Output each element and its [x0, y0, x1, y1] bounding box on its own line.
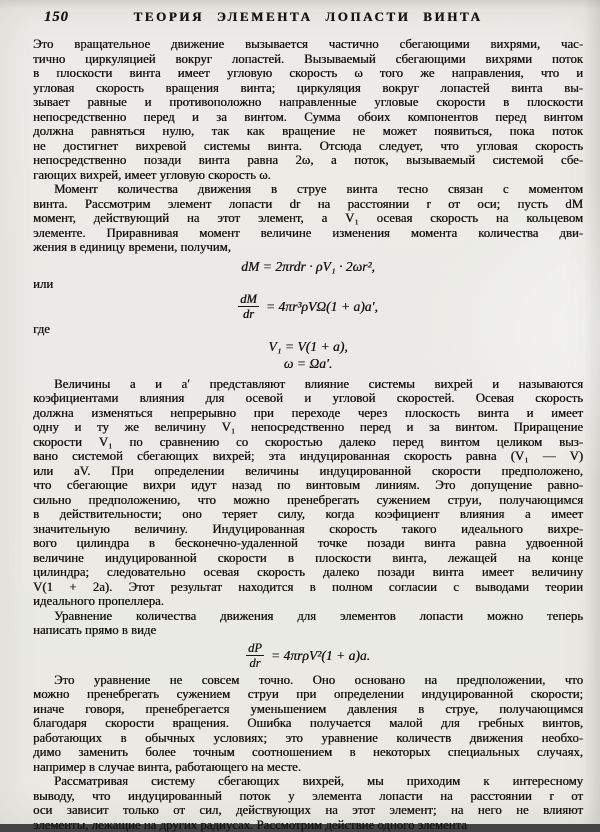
text-line: значительную величину. Индуцированная скорость такого идеального вихре- — [33, 522, 583, 537]
equation-rhs: = 4πrρV²(1 + a)a. — [271, 648, 370, 664]
equation-moment-text: dM = 2πrdr · ρV₁ · 2ωr², — [241, 259, 375, 274]
fraction-numerator: dP — [246, 642, 264, 656]
connector-or: или — [33, 278, 583, 291]
text-line: момент, действующий на этот элемент, а V₁ осевая скорость на кольцевом — [33, 211, 583, 226]
equation-moment-derivative — [33, 292, 583, 322]
connector-where: где — [33, 323, 583, 336]
text-line: непосредственно перед и за винтом. Сумма обоих компонентов перед винтом — [33, 110, 583, 125]
text-line: скорости V₁ по сравнению со скоростью далеко перед винтом целиком выз- — [33, 435, 583, 450]
equation-angular-velocity-text: ω = Ωa′. — [284, 356, 333, 371]
text-line: выводу, что индуцированный поток у элемента лопасти на расстоянии r от — [33, 789, 583, 804]
equation-axial-velocity — [33, 338, 583, 355]
text-line: элементы, лежащие на других радиусах. Рассмотрим действие одного элемента — [33, 818, 583, 832]
text-line: или aV. При определении величины индуцированной скорости предположено, — [33, 464, 583, 479]
equation-axial-velocity-text: V₁ = V(1 + a), — [268, 339, 347, 354]
fraction-denominator: dr — [246, 656, 264, 669]
fraction-numerator: dM — [238, 293, 259, 307]
text-line: например в случае винта, работающего на месте. — [33, 760, 583, 775]
text-line: димо заменить более точным соотношением в некоторых специальных случаях, — [33, 745, 583, 760]
text-line: идеального пропеллера. — [33, 594, 583, 609]
text-line: цилиндра; следовательно осевая скорость далеко позади винта имеет величину — [33, 565, 583, 580]
text-line: работающих в обычных условиях; это уравнение количеств движения необхо- — [33, 731, 583, 746]
text-line: Уравнение количества движения для элементов лопасти можно теперь — [33, 609, 583, 624]
text-line: непосредственно позади винта равна 2ω, а поток, вызываемый системой сбе- — [33, 153, 583, 168]
text-line: должна равняться нулю, так как вращение не может появиться, пока поток — [33, 124, 583, 139]
text-line: винта. Рассмотрим элемент лопасти dr на расстоянии r от оси; пусть dM — [33, 197, 583, 212]
text-line: написать прямо в виде — [33, 623, 583, 638]
page-number: 150 — [44, 9, 69, 25]
text-line: Рассматривая систему сбегающих вихрей, мы приходим к интересному — [33, 774, 583, 789]
text-line: не достигнет вихревой системы винта. Отсюда следует, что угловая скорость — [33, 139, 583, 154]
paragraph-trailing-vortices — [33, 774, 583, 832]
text-line: можно пренебрегать сужением струи при определении индуцированной скорости; — [33, 687, 583, 702]
text-line: в действительности; оно теряет силу, когда коэфициент влияния a имеет — [33, 507, 583, 522]
text-line: сильно предположению, что можно пренебрегать сужением струи, получающимся — [33, 493, 583, 508]
paragraph-momentum-equation-intro — [33, 609, 583, 638]
equation-thrust-derivative — [33, 641, 583, 671]
equation-moment — [33, 258, 583, 275]
text-line: элементе. Приравнивая момент величине изменения момента количества дви- — [33, 226, 583, 241]
text-line: одну и ту же величину V₁ непосредственно перед и за винтом. Приращение — [33, 420, 583, 435]
paragraph-equation-accuracy — [33, 673, 583, 775]
page-header — [33, 9, 583, 25]
fraction-denominator: dr — [238, 307, 259, 320]
paragraph-interference-coefficients — [33, 377, 583, 609]
text-line: благодаря скорости вращения. Ошибка получается малой для гребных винтов, — [33, 716, 583, 731]
text-line: вого цилиндра в бесконечно-удаленной точке позади винта равна удвоенной — [33, 536, 583, 551]
text-line: коэфициентами влияния для осевой и угловой скоростей. Осевая скорость — [33, 391, 583, 406]
text-line: Величины a и a′ представляют влияние системы вихрей и называются — [33, 377, 583, 392]
text-line: угловая скорость вращения винта; циркуляция вокруг лопастей винта вы- — [33, 81, 583, 96]
equation-rhs: = 4πr³ρVΩ(1 + a)a′, — [266, 299, 378, 315]
page-content — [33, 9, 583, 832]
paragraph-angular-momentum — [33, 182, 583, 255]
text-line: в плоскости винта имеет угловую скорость ω того же направления, что и — [33, 66, 583, 81]
paragraph-rotational-flow — [33, 37, 583, 182]
text-line: иначе говоря, пренебрегается уменьшением давления в струе, получающимся — [33, 702, 583, 717]
running-title: ТЕОРИЯ ЭЛЕМЕНТА ЛОПАСТИ ВИНТА — [33, 9, 583, 25]
fraction-dM-dr — [238, 293, 259, 320]
text-line: тично циркуляцией вокруг лопастей. Вызываемый сбегающими вихрями поток — [33, 52, 583, 67]
text-line: должна изменяться непрерывно при переходе через плоскость винта и имеет — [33, 406, 583, 421]
text-line: жения в единицу времени, получим, — [33, 240, 583, 255]
text-line: гающих вихрей, имеет угловую скорость ω. — [33, 168, 583, 183]
equation-angular-velocity — [33, 355, 583, 372]
text-line: оси зависит только от сил, действующих на этот элемент; на него не влияют — [33, 803, 583, 818]
text-line: V(1 + 2a). Этот результат находится в полном согласии с выводами теории — [33, 580, 583, 595]
text-line: величине индуцированной скорости в плоскости винта, лежащей на конце — [33, 551, 583, 566]
text-line: зывает равные и противоположно направленные угловые скорости в плоскости — [33, 95, 583, 110]
text-line: Момент количества движения в струе винта тесно связан с моментом — [33, 182, 583, 197]
text-line: что сбегающие вихри идут назад по винтовым линиям. Это допущение равно- — [33, 478, 583, 493]
text-line: Это вращательное движение вызывается частично сбегающими вихрями, час- — [33, 37, 583, 52]
text-line: вано системой сбегающих вихрей; эта индуцированная скорость равна (V₁ — V) — [33, 449, 583, 464]
fraction-dP-dr — [246, 642, 264, 669]
text-line: Это уравнение не совсем точно. Оно основано на предположении, что — [33, 673, 583, 688]
